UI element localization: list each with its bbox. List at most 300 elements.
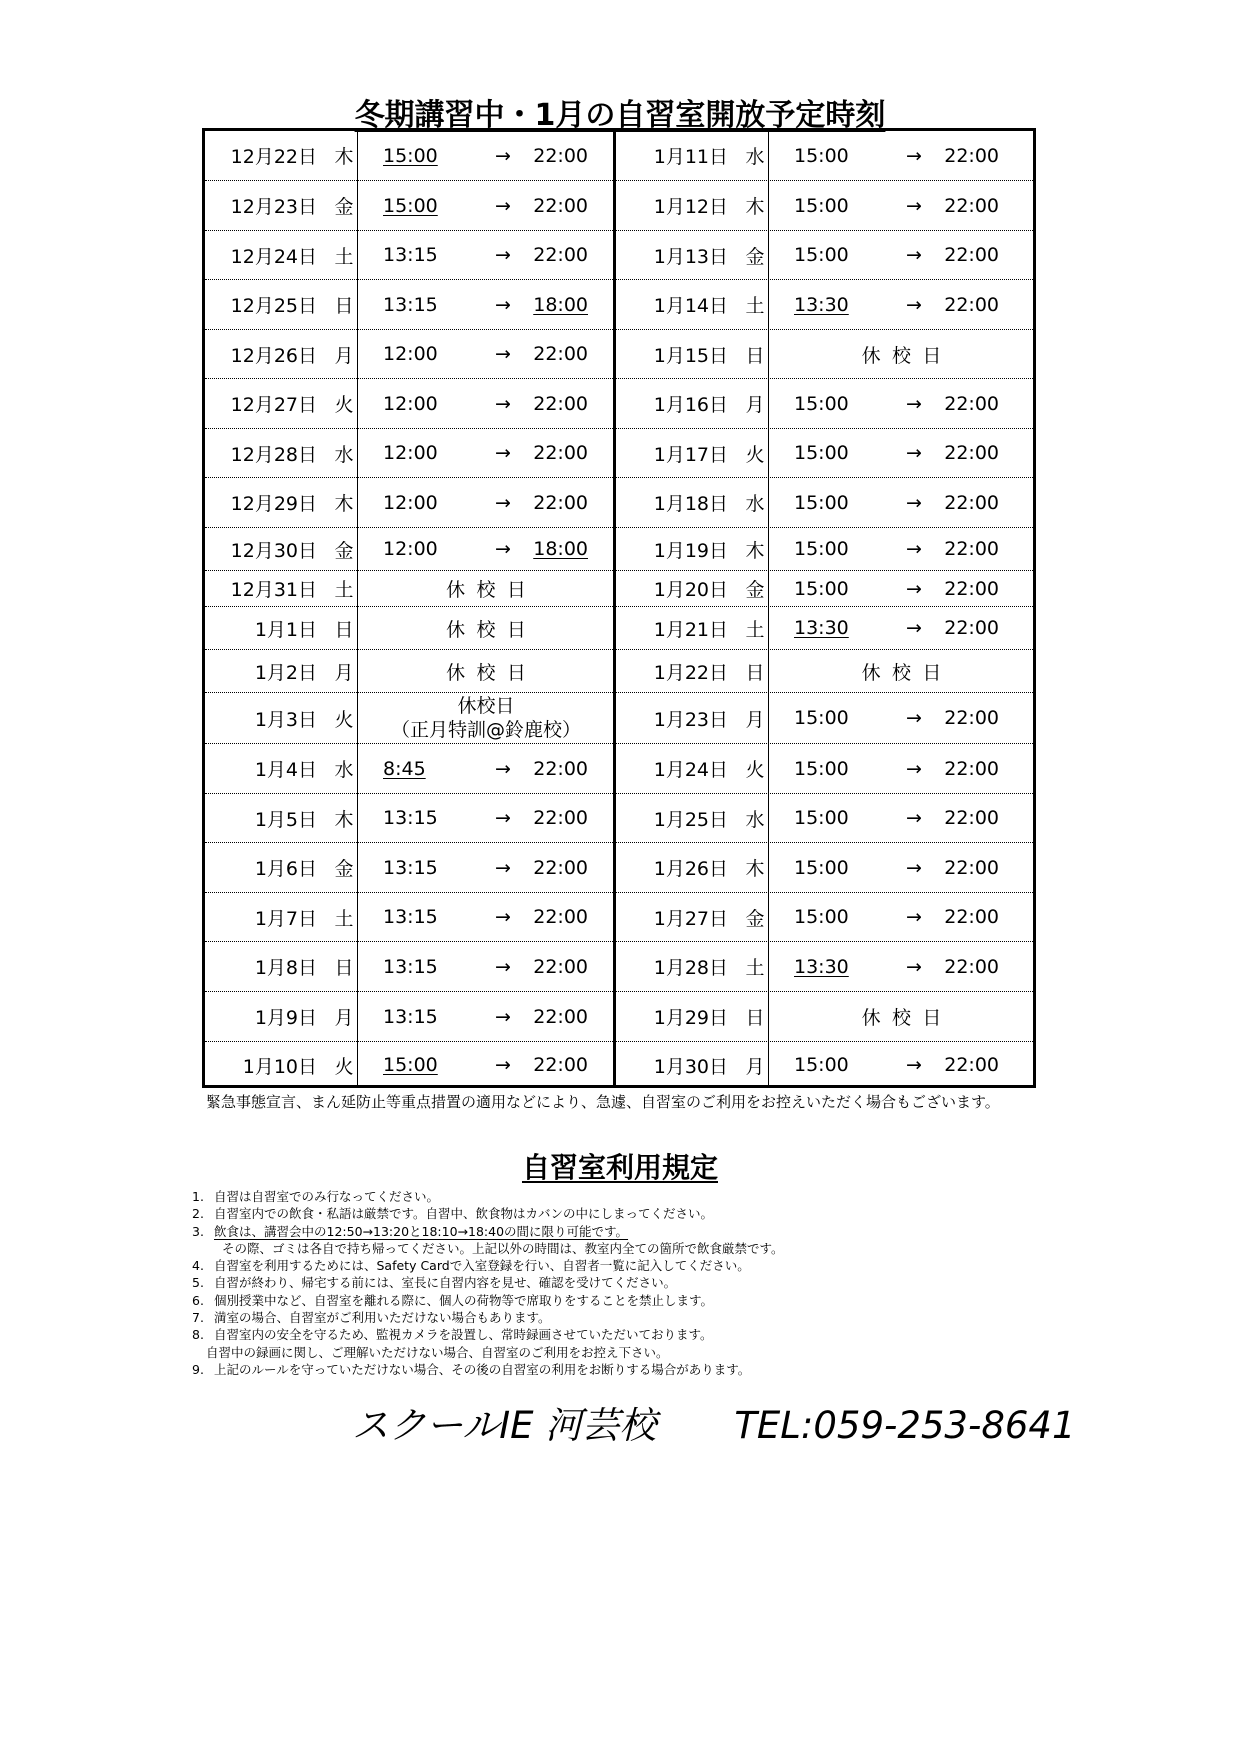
close-time — [936, 794, 1021, 842]
close-time — [525, 1042, 610, 1088]
weekday-cell: 土 — [334, 245, 354, 268]
weekday-cell: 日 — [334, 295, 354, 317]
weekday-cell: 日 — [745, 1007, 765, 1029]
close-time-value: 22:00 — [944, 491, 999, 514]
arrow-icon: → — [495, 194, 511, 217]
schedule-row — [616, 842, 1033, 892]
closed-label: 休校日 — [861, 1007, 953, 1029]
open-time-value: 15:00 — [794, 1054, 849, 1076]
close-time-value: 22:00 — [944, 577, 999, 600]
close-time — [525, 794, 610, 842]
close-time-value: 22:00 — [533, 392, 588, 415]
open-time-value: 15:00 — [794, 144, 849, 167]
closed-cell — [770, 330, 1033, 378]
rule-text: 上記のルールを守っていただけない場合、その後の自習室の利用をお断りする場合があります。 — [214, 1361, 751, 1377]
closed-cell — [770, 992, 1033, 1041]
date-cell: 1月14日 — [653, 295, 728, 317]
date-cell: 1月21日 — [653, 618, 728, 641]
open-time-value: 8:45 — [383, 757, 426, 780]
rule-item — [192, 1344, 1052, 1361]
close-time-value: 22:00 — [533, 491, 588, 514]
weekday-cell: 日 — [334, 957, 354, 979]
rule-item — [192, 1274, 1052, 1291]
weekday-cell: 木 — [745, 539, 765, 562]
close-time — [525, 231, 610, 279]
open-time — [794, 231, 874, 279]
close-time-value: 22:00 — [944, 538, 999, 560]
close-time-value: 22:00 — [944, 1054, 999, 1076]
schedule-row — [616, 428, 1033, 477]
schedule-row — [205, 606, 613, 649]
schedule-row — [205, 329, 613, 378]
rule-number: 1. — [192, 1189, 204, 1204]
open-time — [383, 429, 463, 477]
schedule-row — [205, 477, 613, 527]
weekday-cell: 土 — [334, 579, 354, 601]
date-cell: 1月19日 — [653, 539, 728, 562]
date-cell: 1月18日 — [653, 493, 728, 515]
open-time — [383, 478, 463, 527]
rules-title-text: 自習室利用規定 — [521, 1151, 718, 1184]
schedule-table — [202, 128, 1036, 1088]
open-time — [794, 893, 874, 941]
open-time — [383, 280, 463, 329]
close-time — [936, 744, 1021, 793]
date-cell: 12月23日 — [230, 196, 317, 218]
open-time-value: 13:30 — [794, 293, 849, 316]
date-cell: 12月31日 — [230, 579, 317, 601]
schedule-column-right — [616, 131, 1033, 1085]
weekday-cell: 月 — [334, 344, 354, 367]
date-cell: 1月12日 — [653, 196, 728, 218]
open-time-value: 13:30 — [794, 617, 849, 639]
rule-number — [192, 1240, 214, 1257]
open-time — [383, 379, 463, 428]
schedule-row — [205, 378, 613, 428]
weekday-cell: 金 — [334, 539, 354, 562]
schedule-row — [205, 131, 613, 180]
weekday-cell: 月 — [745, 394, 765, 416]
schedule-row — [616, 743, 1033, 793]
close-time-value: 22:00 — [533, 244, 588, 266]
date-cell: 1月27日 — [653, 907, 728, 930]
close-time — [936, 429, 1021, 477]
rule-item — [192, 1240, 1052, 1257]
date-cell: 12月25日 — [230, 295, 317, 317]
schedule-row — [205, 743, 613, 793]
open-time-value: 15:00 — [383, 1054, 438, 1076]
weekday-cell: 水 — [745, 493, 765, 515]
weekday-cell: 日 — [745, 344, 765, 367]
schedule-row — [616, 692, 1033, 743]
open-time — [383, 131, 463, 180]
open-time-value: 15:00 — [794, 194, 849, 217]
schedule-row — [616, 180, 1033, 230]
rule-number: 6. — [192, 1292, 204, 1308]
open-time-value: 13:15 — [383, 955, 438, 978]
open-time-value: 15:00 — [383, 194, 438, 217]
rules-title — [0, 1146, 1240, 1186]
open-time-value: 12:00 — [383, 538, 438, 560]
close-time-value: 22:00 — [533, 194, 588, 217]
close-time-value: 22:00 — [533, 343, 588, 365]
closed-note-line: 休校日 — [457, 695, 515, 717]
schedule-row — [205, 991, 613, 1041]
date-cell: 12月27日 — [230, 394, 317, 416]
closed-cell — [359, 571, 613, 606]
arrow-icon: → — [495, 807, 511, 829]
weekday-cell: 月 — [745, 708, 765, 731]
arrow-icon: → — [495, 244, 511, 266]
rule-item — [192, 1361, 1052, 1378]
weekday-cell: 木 — [745, 858, 765, 880]
arrow-icon: → — [906, 707, 922, 729]
rule-text: 自習は自習室でのみ行なってください。 — [214, 1189, 440, 1204]
open-time-value: 13:15 — [383, 293, 438, 316]
arrow-icon: → — [906, 491, 922, 514]
rule-text: 個別授業中など、自習室を離れる際に、個人の荷物等で席取りをすることを禁止します。 — [214, 1292, 714, 1308]
close-time — [936, 131, 1021, 180]
school-name: スクールIE 河芸校 — [352, 1404, 657, 1447]
schedule-row — [205, 1041, 613, 1088]
schedule-row — [205, 570, 613, 606]
arrow-icon: → — [906, 617, 922, 639]
date-cell: 1月20日 — [653, 579, 728, 601]
weekday-cell: 火 — [334, 1055, 354, 1078]
arrow-icon: → — [906, 1054, 922, 1076]
weekday-cell: 金 — [334, 858, 354, 880]
close-time — [936, 571, 1021, 606]
open-time — [383, 843, 463, 892]
date-cell: 1月8日 — [254, 957, 317, 979]
closed-cell — [359, 607, 613, 649]
close-time-value: 22:00 — [944, 392, 999, 415]
arrow-icon: → — [495, 343, 511, 365]
arrow-icon: → — [906, 244, 922, 266]
close-time-value: 18:00 — [533, 538, 588, 560]
open-time-value: 12:00 — [383, 442, 438, 464]
schedule-row — [205, 527, 613, 570]
close-time-value: 22:00 — [944, 617, 999, 639]
date-cell: 1月4日 — [254, 759, 317, 781]
date-cell: 1月16日 — [653, 394, 728, 416]
close-time — [936, 607, 1021, 649]
close-time-value: 22:00 — [944, 194, 999, 217]
open-time-value: 15:00 — [383, 144, 438, 167]
close-time-value: 22:00 — [944, 955, 999, 978]
weekday-cell: 木 — [334, 493, 354, 515]
date-cell: 1月15日 — [653, 344, 728, 367]
open-time — [794, 843, 874, 892]
close-time — [936, 1042, 1021, 1088]
rule-text: 満室の場合、自習室がご利用いただけない場合もあります。 — [214, 1310, 551, 1326]
date-cell: 1月30日 — [653, 1055, 728, 1078]
schedule-row — [205, 793, 613, 842]
arrow-icon: → — [906, 955, 922, 978]
arrow-icon: → — [906, 194, 922, 217]
date-cell: 1月29日 — [653, 1007, 728, 1029]
date-cell: 1月28日 — [653, 957, 728, 979]
close-time-value: 22:00 — [533, 906, 588, 928]
rule-number: 8. — [192, 1327, 204, 1343]
weekday-cell: 土 — [334, 907, 354, 930]
date-cell: 1月26日 — [653, 858, 728, 880]
arrow-icon: → — [906, 757, 922, 780]
arrow-icon: → — [906, 144, 922, 167]
close-time — [936, 893, 1021, 941]
open-time-value: 13:15 — [383, 244, 438, 266]
schedule-row — [616, 649, 1033, 692]
open-time — [383, 794, 463, 842]
date-cell: 1月6日 — [254, 858, 317, 880]
weekday-cell: 土 — [745, 618, 765, 641]
close-time-value: 22:00 — [944, 442, 999, 464]
open-time — [383, 231, 463, 279]
close-time — [525, 942, 610, 991]
schedule-column-left — [205, 131, 616, 1085]
schedule-row — [205, 279, 613, 329]
closed-cell — [359, 650, 613, 692]
weekday-cell: 月 — [745, 1055, 765, 1078]
rule-number: 9. — [192, 1361, 204, 1377]
rule-item — [192, 1188, 1052, 1205]
date-cell: 1月2日 — [254, 661, 317, 684]
open-time-value: 15:00 — [794, 707, 849, 729]
close-time-value: 22:00 — [533, 1054, 588, 1076]
close-time-value: 22:00 — [533, 144, 588, 167]
schedule-row — [205, 842, 613, 892]
weekday-cell: 日 — [334, 618, 354, 641]
rule-item — [192, 1326, 1052, 1343]
rule-text: 自習中の録画に関し、ご理解いただけない場合、自習室のご利用をお控え下さい。 — [206, 1344, 669, 1360]
date-cell: 1月23日 — [653, 708, 728, 731]
close-time — [936, 280, 1021, 329]
open-time — [794, 131, 874, 180]
rule-number: 5. — [192, 1275, 204, 1291]
footer — [352, 1395, 1075, 1449]
closed-note-cell — [359, 693, 613, 743]
close-time-value: 22:00 — [944, 707, 999, 729]
rule-number: 4. — [192, 1258, 204, 1274]
rule-number: 3. — [192, 1223, 204, 1239]
weekday-cell: 火 — [745, 443, 765, 466]
close-time — [936, 478, 1021, 527]
open-time — [383, 942, 463, 991]
schedule-row — [616, 131, 1033, 180]
arrow-icon: → — [495, 491, 511, 514]
rule-number: 7. — [192, 1310, 204, 1326]
rule-text: 自習室内の安全を守るため、監視カメラを設置し、常時録画させていただいております。 — [214, 1327, 713, 1343]
open-time — [794, 571, 874, 606]
open-time — [794, 942, 874, 991]
open-time-value: 15:00 — [794, 856, 849, 879]
rule-item — [192, 1223, 1052, 1240]
date-cell: 1月24日 — [653, 759, 728, 781]
open-time-value: 15:00 — [794, 807, 849, 829]
close-time — [936, 528, 1021, 570]
closed-cell — [770, 650, 1033, 692]
date-cell: 1月7日 — [254, 907, 317, 930]
weekday-cell: 月 — [334, 1007, 354, 1029]
open-time-value: 15:00 — [794, 538, 849, 560]
schedule-row — [616, 378, 1033, 428]
schedule-row — [616, 329, 1033, 378]
date-cell: 1月22日 — [653, 661, 728, 684]
open-time-value: 15:00 — [794, 491, 849, 514]
rule-item — [192, 1292, 1052, 1309]
rule-item — [192, 1257, 1052, 1274]
schedule-row — [616, 279, 1033, 329]
open-time-value: 13:15 — [383, 906, 438, 928]
schedule-row — [616, 477, 1033, 527]
close-time — [936, 379, 1021, 428]
close-time — [936, 942, 1021, 991]
close-time — [525, 280, 610, 329]
weekday-cell: 木 — [745, 196, 765, 218]
rule-text: 自習室内での飲食・私語は厳禁です。自習中、飲食物はカバンの中にしまってください。 — [214, 1206, 714, 1222]
arrow-icon: → — [495, 392, 511, 415]
open-time — [794, 607, 874, 649]
open-time — [794, 379, 874, 428]
schedule-row — [205, 230, 613, 279]
date-cell: 1月10日 — [242, 1055, 317, 1078]
close-time — [936, 693, 1021, 743]
schedule-row — [616, 570, 1033, 606]
schedule-row — [616, 230, 1033, 279]
weekday-cell: 金 — [745, 579, 765, 601]
open-time — [794, 693, 874, 743]
close-time-value: 22:00 — [533, 757, 588, 780]
closed-note-line: （正月特訓@鈴鹿校） — [390, 719, 581, 741]
close-time-value: 22:00 — [533, 1005, 588, 1028]
schedule-row — [616, 991, 1033, 1041]
close-time-value: 22:00 — [533, 955, 588, 978]
open-time-value: 15:00 — [794, 757, 849, 780]
open-time — [383, 893, 463, 941]
weekday-cell: 土 — [745, 295, 765, 317]
open-time-value: 12:00 — [383, 343, 438, 365]
schedule-row — [205, 428, 613, 477]
open-time — [794, 478, 874, 527]
date-cell: 12月24日 — [230, 245, 317, 268]
schedule-row — [205, 892, 613, 941]
weekday-cell: 日 — [745, 661, 765, 684]
open-time — [383, 992, 463, 1041]
date-cell: 12月28日 — [230, 443, 317, 466]
phone-number: TEL:059-253-8641 — [734, 1404, 1076, 1447]
weekday-cell: 火 — [334, 394, 354, 416]
arrow-icon: → — [495, 856, 511, 879]
closed-label: 休校日 — [446, 661, 538, 684]
date-cell: 12月22日 — [230, 146, 317, 168]
open-time — [383, 330, 463, 378]
open-time — [383, 744, 463, 793]
rule-item — [192, 1205, 1052, 1222]
arrow-icon: → — [495, 293, 511, 316]
weekday-cell: 金 — [745, 907, 765, 930]
close-time-value: 22:00 — [944, 144, 999, 167]
date-cell: 1月25日 — [653, 808, 728, 831]
open-time — [383, 181, 463, 230]
close-time-value: 22:00 — [533, 856, 588, 879]
arrow-icon: → — [906, 293, 922, 316]
close-time — [936, 843, 1021, 892]
arrow-icon: → — [906, 577, 922, 600]
arrow-icon: → — [495, 906, 511, 928]
open-time — [794, 280, 874, 329]
closed-label: 休校日 — [446, 618, 538, 641]
date-cell: 1月11日 — [653, 146, 728, 168]
open-time-value: 13:30 — [794, 955, 849, 978]
date-cell: 1月3日 — [254, 708, 317, 731]
open-time — [794, 744, 874, 793]
closed-label: 休校日 — [446, 579, 538, 601]
close-time-value: 22:00 — [944, 856, 999, 879]
arrow-icon: → — [495, 538, 511, 560]
schedule-row — [616, 527, 1033, 570]
close-time — [525, 478, 610, 527]
close-time-value: 18:00 — [533, 293, 588, 316]
schedule-row — [616, 606, 1033, 649]
notice-text: 緊急事態宣言、まん延防止等重点措置の適用などにより、急遽、自習室のご利用をお控えいただく場合もございます。 — [206, 1093, 1000, 1111]
schedule-row — [205, 692, 613, 743]
close-time-value: 22:00 — [944, 906, 999, 928]
schedule-row — [205, 649, 613, 692]
arrow-icon: → — [495, 442, 511, 464]
date-cell: 12月26日 — [230, 344, 317, 367]
close-time — [525, 528, 610, 570]
arrow-icon: → — [906, 442, 922, 464]
close-time-value: 22:00 — [533, 807, 588, 829]
schedule-row — [616, 941, 1033, 991]
arrow-icon: → — [495, 757, 511, 780]
weekday-cell: 火 — [745, 759, 765, 781]
schedule-row — [205, 180, 613, 230]
open-time-value: 15:00 — [794, 577, 849, 600]
close-time — [525, 379, 610, 428]
date-cell: 1月13日 — [653, 245, 728, 268]
open-time — [794, 1042, 874, 1088]
rule-text: 自習が終わり、帰宅する前には、室長に自習内容を見せ、確認を受けてください。 — [214, 1275, 677, 1291]
schedule-row — [616, 892, 1033, 941]
close-time — [525, 893, 610, 941]
open-time — [383, 528, 463, 570]
closed-label: 休校日 — [861, 661, 953, 684]
page-title-text: 冬期講習中・1月の自習室開放予定時刻 — [354, 98, 886, 133]
open-time — [383, 1042, 463, 1088]
rule-number: 2. — [192, 1206, 204, 1222]
close-time — [525, 843, 610, 892]
schedule-row — [205, 941, 613, 991]
open-time — [794, 181, 874, 230]
closed-label: 休校日 — [861, 344, 953, 367]
close-time-value: 22:00 — [533, 442, 588, 464]
date-cell: 1月17日 — [653, 443, 728, 466]
close-time — [525, 181, 610, 230]
weekday-cell: 水 — [334, 759, 354, 781]
open-time-value: 15:00 — [794, 906, 849, 928]
arrow-icon: → — [906, 392, 922, 415]
date-cell: 1月1日 — [254, 618, 317, 641]
weekday-cell: 金 — [745, 245, 765, 268]
rule-text: 自習室を利用するためには、Safety Cardで入室登録を行い、自習者一覧に記入してください。 — [214, 1258, 750, 1274]
weekday-cell: 水 — [334, 443, 354, 466]
open-time-value: 13:15 — [383, 1005, 438, 1028]
close-time — [525, 992, 610, 1041]
close-time — [525, 744, 610, 793]
close-time-value: 22:00 — [944, 293, 999, 316]
date-cell: 1月5日 — [254, 808, 317, 831]
